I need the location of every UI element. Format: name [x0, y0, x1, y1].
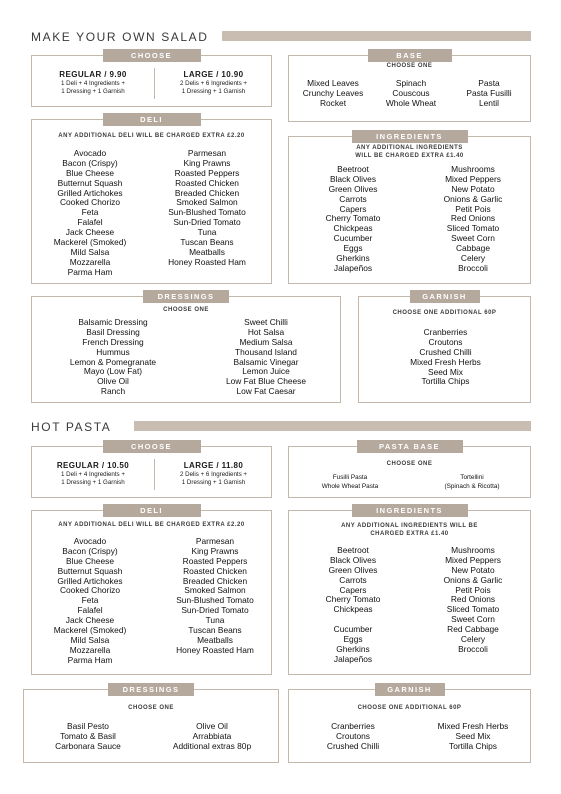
- pasta-dressings-subtitle: CHOOSE ONE: [128, 705, 174, 711]
- list-item: Smoked Salmon: [184, 585, 246, 596]
- list-item: Carrots: [339, 193, 367, 204]
- list-item: Spinach: [395, 78, 427, 88]
- salad-regular-title: REGULAR / 9.90: [59, 70, 127, 79]
- list-item: Blue Cheese: [66, 167, 114, 178]
- list-item: Tuna: [197, 227, 217, 238]
- salad-base-col1: [293, 79, 373, 109]
- salad-regular-option: [32, 69, 154, 96]
- salad-dressings-col1: [54, 318, 172, 397]
- salad-section-title: MAKE YOUR OWN SALAD: [31, 30, 209, 44]
- list-item: Hot Salsa: [247, 326, 285, 337]
- list-item: Petit Pois: [455, 203, 491, 214]
- salad-large-line2: 1 Dressing + 1 Garnish: [181, 88, 246, 95]
- list-item: Low Fat Blue Cheese: [225, 376, 307, 387]
- list-item: Honey Roasted Ham: [168, 256, 246, 267]
- list-item: Bacon (Crispy): [62, 545, 118, 556]
- pasta-title-bar: [134, 421, 531, 431]
- salad-dressings-tag: DRESSINGS: [143, 290, 229, 303]
- list-item: Beetroot: [337, 545, 369, 555]
- pasta-ingredients-tag: INGREDIENTS: [352, 504, 468, 517]
- list-item: Sliced Tomato: [446, 604, 500, 615]
- salad-garnish-tag: GARNISH: [410, 290, 480, 303]
- salad-ingredients-col1: [299, 165, 407, 274]
- list-item: Fusilli Pasta: [332, 474, 368, 481]
- list-item: Croutons: [336, 730, 370, 741]
- list-item: Mild Salsa: [70, 246, 110, 257]
- pasta-large-line1: 2 Delis + 6 Ingredients +: [179, 471, 248, 478]
- list-item: Hummus: [96, 346, 130, 357]
- list-item: Red Cabbage: [447, 624, 499, 635]
- list-item: Mackerel (Smoked): [53, 625, 127, 636]
- list-item: Sliced Tomato: [446, 223, 500, 234]
- list-item: Roasted Peppers: [174, 167, 240, 178]
- list-item: Mayo (Low Fat): [83, 366, 143, 377]
- list-item: Seed Mix: [455, 730, 491, 741]
- list-item: Tuscan Beans: [180, 237, 234, 248]
- list-item: Capers: [339, 203, 367, 214]
- pasta-dressings-col2: [154, 722, 270, 752]
- salad-base-subtitle: CHOOSE ONE: [386, 63, 433, 69]
- pasta-deli-box: [31, 506, 272, 675]
- list-item: Pasta Fusilli: [466, 87, 512, 98]
- list-item: Red Onions: [450, 213, 496, 224]
- list-item: Basil Pesto: [67, 721, 109, 731]
- list-item: Eggs: [343, 634, 363, 645]
- pasta-base-tag: PASTA BASE: [357, 440, 463, 453]
- salad-base-col3: [449, 79, 529, 109]
- list-item: Avocado: [73, 148, 107, 158]
- list-item: Meatballs: [189, 246, 225, 257]
- list-item: Sweet Chilli: [244, 317, 288, 327]
- list-item: Mushrooms: [451, 164, 495, 174]
- list-item: Grilled Artichokes: [57, 575, 123, 586]
- salad-ingredients-box: [288, 132, 531, 284]
- list-item: Onions & Garlic: [443, 574, 503, 585]
- list-item: Black Olives: [329, 554, 377, 565]
- list-item: Beetroot: [337, 164, 369, 174]
- list-item: Cucumber: [333, 624, 373, 635]
- pasta-ingredients-subtitle2: CHARGED EXTRA £1.40: [370, 531, 449, 537]
- salad-regular-line2: 1 Dressing + 1 Garnish: [61, 88, 125, 95]
- salad-ingredients-subtitle1: ANY ADDITIONAL INGREDIENTS: [356, 145, 463, 151]
- list-item: Thousand Island: [235, 346, 297, 357]
- salad-dressings-box: [31, 292, 341, 403]
- pasta-deli-col1: [38, 537, 142, 666]
- list-item: Mushrooms: [451, 545, 495, 555]
- list-item: Gherkins: [336, 643, 370, 654]
- list-item: Whole Wheat Pasta: [321, 483, 379, 490]
- list-item: Seed Mix: [428, 366, 463, 377]
- list-item: Lemon & Pomegranate: [69, 356, 157, 367]
- list-item: Cherry Tomato: [325, 213, 381, 224]
- pasta-regular-line2: 1 Dressing + 1 Garnish: [61, 479, 125, 486]
- pasta-base-box: [288, 442, 531, 498]
- list-item: Tortellini: [460, 474, 484, 481]
- pasta-ingredients-col1: [299, 546, 407, 665]
- pasta-garnish-tag: GARNISH: [375, 683, 445, 696]
- list-item: Tomato & Basil: [60, 730, 116, 741]
- list-item: Parmesan: [195, 536, 235, 546]
- list-item: Falafel: [77, 217, 103, 228]
- list-item: Crunchy Leaves: [302, 87, 364, 98]
- salad-deli-tag: DELI: [103, 113, 201, 126]
- list-item: Grilled Artichokes: [57, 187, 123, 198]
- list-item: Basil Dressing: [86, 326, 140, 337]
- list-item: Celery: [460, 634, 486, 645]
- list-item: Tuna: [205, 615, 225, 626]
- list-item: Roasted Chicken: [183, 565, 247, 576]
- pasta-base-col2: [417, 473, 527, 491]
- list-item: Cooked Chorizo: [59, 585, 121, 596]
- list-item: Cherry Tomato: [325, 594, 381, 605]
- list-item: Lemon Juice: [242, 366, 290, 377]
- pasta-ingredients-box: [288, 506, 531, 675]
- pasta-choose-tag: CHOOSE: [103, 440, 201, 453]
- list-item: Additional extras 80p: [172, 740, 252, 751]
- pasta-deli-col2: [160, 537, 270, 656]
- list-item: Feta: [81, 207, 99, 218]
- pasta-deli-subtitle: ANY ADDITIONAL DELI WILL BE CHARGED EXTRA £2.20: [58, 522, 245, 528]
- salad-dressings-subtitle: CHOOSE ONE: [163, 307, 209, 313]
- list-item: Eggs: [343, 243, 363, 254]
- list-item: Mackerel (Smoked): [53, 237, 127, 248]
- list-item: Rocket: [319, 97, 347, 108]
- list-item: Avocado: [73, 536, 107, 546]
- pasta-regular-line1: 1 Deli + 4 Ingredients +: [61, 471, 125, 478]
- list-item: Butternut Squash: [57, 177, 123, 188]
- salad-garnish-list: [379, 328, 512, 387]
- list-item: Tortilla Chips: [449, 740, 497, 751]
- list-item: Olive Oil: [97, 376, 129, 387]
- pasta-dressings-col1: [38, 722, 138, 752]
- list-item: French Dressing: [82, 336, 144, 347]
- list-item: Carbonara Sauce: [55, 740, 121, 751]
- list-item: Medium Salsa: [239, 336, 293, 347]
- pasta-large-line2: 1 Dressing + 1 Garnish: [181, 479, 246, 486]
- list-item: Lentil: [478, 97, 500, 108]
- list-item: Pasta: [478, 78, 500, 88]
- list-item: Green Olives: [328, 183, 378, 194]
- pasta-garnish-subtitle: CHOOSE ONE ADDITIONAL 60P: [357, 705, 462, 711]
- list-item: Butternut Squash: [57, 565, 123, 576]
- list-item: Bacon (Crispy): [62, 157, 118, 168]
- pasta-ingredients-col2: [419, 546, 527, 655]
- list-item: Celery: [460, 253, 486, 264]
- list-item: Mixed Peppers: [445, 173, 501, 184]
- salad-ingredients-col2: [419, 165, 527, 274]
- list-item: Mixed Peppers: [445, 554, 501, 565]
- list-item: Honey Roasted Ham: [176, 644, 254, 655]
- list-item: Black Olives: [329, 173, 377, 184]
- list-item: Balsamic Vinegar: [233, 356, 299, 367]
- pasta-garnish-box: [288, 685, 531, 763]
- pasta-deli-tag: DELI: [103, 504, 201, 517]
- list-item: Blue Cheese: [66, 555, 114, 566]
- list-item: Carrots: [339, 574, 367, 585]
- list-item: Mozzarella: [69, 256, 111, 267]
- list-item: Breaded Chicken: [174, 187, 240, 198]
- list-item: Crushed Chilli: [326, 740, 380, 751]
- list-item: Sweet Corn: [451, 233, 495, 244]
- list-item: Cranberries: [331, 721, 375, 731]
- list-item: Parma Ham: [67, 654, 113, 665]
- list-item: New Potato: [451, 183, 495, 194]
- pasta-dressings-box: [23, 685, 279, 763]
- list-item: King Prawns: [191, 545, 239, 556]
- list-item: Smoked Salmon: [176, 197, 238, 208]
- list-item: Parmesan: [187, 148, 227, 158]
- list-item: Jack Cheese: [65, 615, 115, 626]
- list-item: Mixed Fresh Herbs: [410, 356, 481, 367]
- pasta-garnish-col1: [299, 722, 407, 752]
- pasta-base-subtitle: CHOOSE ONE: [386, 461, 433, 467]
- list-item: Jack Cheese: [65, 227, 115, 238]
- salad-large-title: LARGE / 10.90: [183, 70, 244, 79]
- salad-base-col2: [371, 79, 451, 109]
- list-item: Cranberries: [423, 327, 468, 337]
- salad-deli-col1: [38, 149, 142, 278]
- salad-choose-tag: CHOOSE: [103, 49, 201, 62]
- salad-large-line1: 2 Delis + 6 Ingredients +: [179, 80, 248, 87]
- list-item: Onions & Garlic: [443, 193, 503, 204]
- list-item: Crushed Chilli: [419, 346, 472, 357]
- list-item: Mozzarella: [69, 644, 111, 655]
- list-item: Ranch: [100, 386, 126, 397]
- list-item: Cucumber: [333, 233, 373, 244]
- list-item: Broccoli: [458, 262, 488, 273]
- list-item: New Potato: [451, 564, 495, 575]
- list-item: Petit Pois: [455, 584, 491, 595]
- list-item: Parma Ham: [67, 266, 113, 277]
- list-item: Sun-Dried Tomato: [173, 217, 241, 228]
- list-item: Couscous: [392, 87, 430, 98]
- list-item: Meatballs: [197, 634, 233, 645]
- list-item: King Prawns: [183, 157, 231, 168]
- list-item: Sweet Corn: [451, 614, 495, 625]
- list-item: Sun-Blushed Tomato: [176, 595, 254, 606]
- pasta-large-title: LARGE / 11.80: [183, 461, 244, 470]
- salad-garnish-subtitle: CHOOSE ONE ADDITIONAL 60P: [392, 310, 497, 316]
- list-item: Jalapeños: [333, 262, 373, 273]
- list-item: Broccoli: [458, 643, 488, 654]
- list-item: Whole Wheat: [385, 97, 437, 108]
- list-item: Tuscan Beans: [188, 625, 242, 636]
- pasta-base-col1: [295, 473, 405, 491]
- salad-dressings-col2: [202, 318, 330, 397]
- salad-deli-col2: [152, 149, 262, 268]
- list-item: Chickpeas: [333, 604, 373, 615]
- salad-title-bar: [222, 31, 531, 41]
- salad-regular-line1: 1 Deli + 4 Ingredients +: [61, 80, 125, 87]
- salad-deli-subtitle: ANY ADDITIONAL DELI WILL BE CHARGED EXTRA £2.20: [58, 133, 245, 139]
- salad-base-tag: BASE: [368, 49, 452, 62]
- pasta-ingredients-subtitle1: ANY ADDITIONAL INGREDIENTS WILL BE: [341, 523, 478, 529]
- list-item: Roasted Chicken: [175, 177, 239, 188]
- salad-deli-box: [31, 115, 272, 284]
- list-item: Capers: [339, 584, 367, 595]
- salad-ingredients-subtitle2: WILL BE CHARGED EXTRA £1.40: [355, 153, 464, 159]
- salad-garnish-box: [358, 292, 531, 403]
- pasta-dressings-tag: DRESSINGS: [108, 683, 194, 696]
- salad-large-option: [155, 69, 272, 96]
- list-item: Mild Salsa: [70, 634, 110, 645]
- list-item: Mixed Leaves: [307, 78, 359, 88]
- salad-base-box: [288, 51, 531, 122]
- list-item: Roasted Peppers: [182, 555, 248, 566]
- list-item: Arrabbiata: [192, 730, 232, 741]
- list-item: Jalapeños: [333, 653, 373, 664]
- pasta-garnish-col2: [417, 722, 529, 752]
- pasta-regular-option: [32, 460, 154, 487]
- list-item: Chickpeas: [333, 223, 373, 234]
- list-item: Green Olives: [328, 564, 378, 575]
- list-item: Cabbage: [456, 243, 490, 254]
- pasta-section-title: HOT PASTA: [31, 420, 112, 434]
- list-item: Balsamic Dressing: [78, 317, 148, 327]
- list-item: Mixed Fresh Herbs: [437, 721, 509, 731]
- pasta-choose-box: [31, 442, 272, 498]
- salad-choose-box: [31, 51, 272, 107]
- list-item: Gherkins: [336, 253, 370, 264]
- list-item: Low Fat Caesar: [236, 386, 296, 397]
- list-item: Croutons: [428, 336, 463, 347]
- salad-ingredients-tag: INGREDIENTS: [352, 130, 468, 143]
- list-item: Tortilla Chips: [421, 376, 470, 387]
- list-item: Cooked Chorizo: [59, 197, 121, 208]
- pasta-regular-title: REGULAR / 10.50: [56, 461, 130, 470]
- list-item: Sun-Blushed Tomato: [168, 207, 246, 218]
- list-item: Olive Oil: [196, 721, 228, 731]
- list-item: Feta: [81, 595, 99, 606]
- list-item: Breaded Chicken: [182, 575, 248, 586]
- pasta-large-option: [155, 460, 272, 487]
- list-item: Red Onions: [450, 594, 496, 605]
- list-item: Sun-Dried Tomato: [181, 605, 249, 616]
- list-item: Falafel: [77, 605, 103, 616]
- list-item: (Spinach & Ricotta): [444, 483, 500, 490]
